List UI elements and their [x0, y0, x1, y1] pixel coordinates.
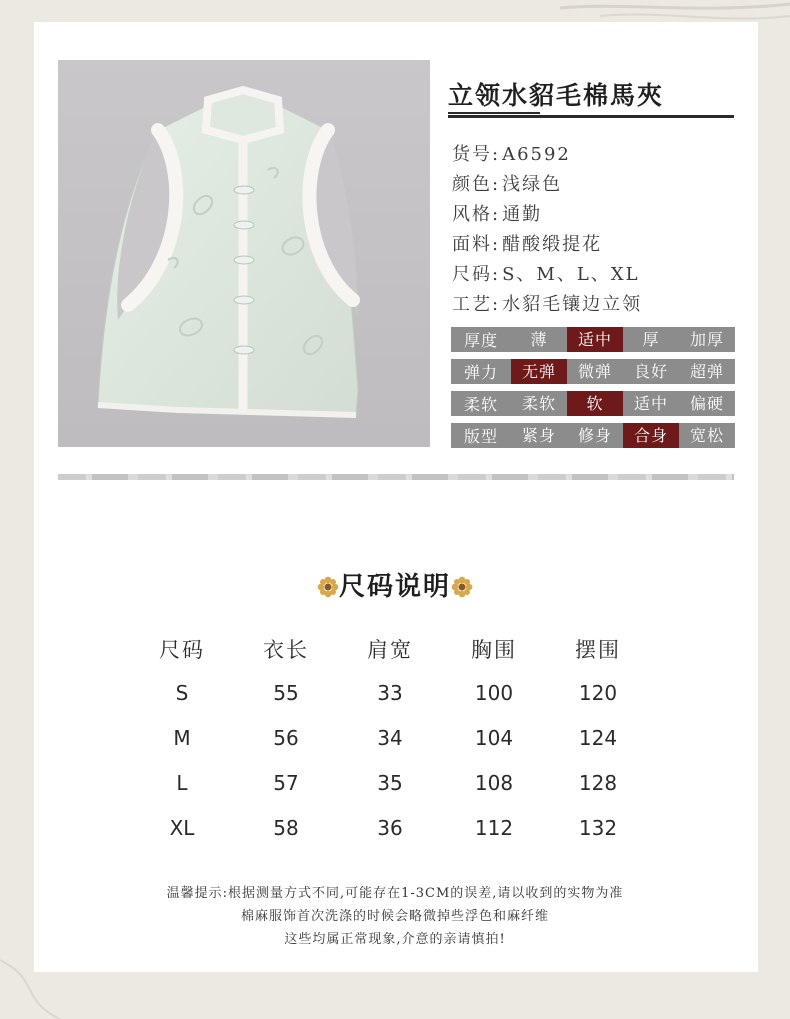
table-cell: 56: [273, 725, 299, 750]
table-cell: 108: [474, 770, 514, 795]
section-divider: [58, 474, 734, 480]
attribute-label: 厚度: [463, 331, 498, 350]
attribute-option: 柔软: [521, 394, 556, 413]
column-header: 摆围: [575, 638, 621, 662]
attribute-option: 超弹: [689, 362, 724, 381]
attribute-option-selected: 软: [567, 391, 623, 416]
attribute-bar-softness: [451, 391, 735, 416]
spec-item-craft: 工艺: 水貂毛镶边立领: [452, 294, 643, 315]
note-line: 棉麻服饰首次洗涤的时候会略微掉些浮色和麻纤维: [240, 909, 549, 924]
spec-item-sizes: 尺码: S、M、L、XL: [452, 264, 640, 285]
size-table-header: [130, 628, 650, 670]
column-header: 尺码: [159, 638, 205, 662]
table-cell: 35: [377, 770, 403, 795]
product-title: 立领水貂毛棉馬夾: [448, 81, 665, 110]
table-row: [130, 805, 650, 850]
attribute-option: 薄: [530, 330, 548, 349]
table-cell: 33: [377, 680, 403, 705]
column-header: 胸围: [471, 638, 517, 662]
table-cell: 112: [474, 815, 514, 840]
attribute-option: 紧身: [521, 426, 556, 445]
table-cell: 34: [377, 725, 403, 750]
table-cell: M: [173, 725, 191, 750]
attribute-bars: [451, 327, 735, 455]
attribute-option: 偏硬: [689, 394, 724, 413]
attribute-bar-fit: [451, 423, 735, 448]
table-row: [130, 715, 650, 760]
table-cell: S: [175, 680, 189, 705]
size-section-title: 尺码说明: [338, 572, 451, 602]
attribute-label: 柔软: [463, 395, 498, 414]
table-cell: 36: [377, 815, 403, 840]
table-row: [130, 670, 650, 715]
table-cell: 128: [578, 770, 618, 795]
spec-list: [452, 140, 642, 320]
care-notes: [0, 882, 790, 951]
table-cell: L: [176, 770, 188, 795]
table-cell: 132: [578, 815, 618, 840]
table-cell: 58: [273, 815, 299, 840]
note-line: 温馨提示:根据测量方式不同,可能存在1-3CM的误差,请以收到的实物为准: [166, 886, 624, 901]
product-photo: [58, 60, 430, 447]
spec-item-code: 货号: A6592: [452, 144, 571, 165]
table-cell: XL: [169, 815, 195, 840]
table-cell: 124: [578, 725, 618, 750]
flower-icon: [451, 576, 473, 598]
table-cell: 104: [474, 725, 514, 750]
attribute-option: 宽松: [689, 426, 724, 445]
attribute-option: 厚: [642, 330, 660, 349]
table-row: [130, 760, 650, 805]
column-header: 肩宽: [367, 638, 413, 662]
title-underline: [448, 112, 734, 122]
size-table: [130, 628, 650, 850]
table-cell: 55: [273, 680, 299, 705]
attribute-option: 良好: [633, 362, 668, 381]
attribute-label: 版型: [463, 427, 498, 446]
table-cell: 120: [578, 680, 618, 705]
attribute-bar-thickness: [451, 327, 735, 352]
attribute-label: 弹力: [463, 363, 498, 382]
attribute-option: 适中: [633, 394, 668, 413]
attribute-option: 微弹: [577, 362, 612, 381]
attribute-bar-elasticity: [451, 359, 735, 384]
table-cell: 57: [273, 770, 299, 795]
spec-item-color: 颜色: 浅绿色: [452, 174, 563, 195]
column-header: 衣长: [263, 638, 309, 662]
size-section-heading: [0, 566, 790, 603]
spec-item-style: 风格: 通勤: [452, 204, 543, 225]
attribute-option-selected: 适中: [567, 327, 623, 352]
table-cell: 100: [474, 680, 514, 705]
attribute-option-selected: 无弹: [511, 359, 567, 384]
note-line: 这些均属正常现象,介意的亲请慎拍!: [284, 932, 506, 947]
flower-icon: [317, 576, 339, 598]
attribute-option: 修身: [577, 426, 612, 445]
attribute-option: 加厚: [689, 330, 724, 349]
spec-item-fabric: 面料: 醋酸缎提花: [452, 234, 603, 255]
attribute-option-selected: 合身: [623, 423, 679, 448]
